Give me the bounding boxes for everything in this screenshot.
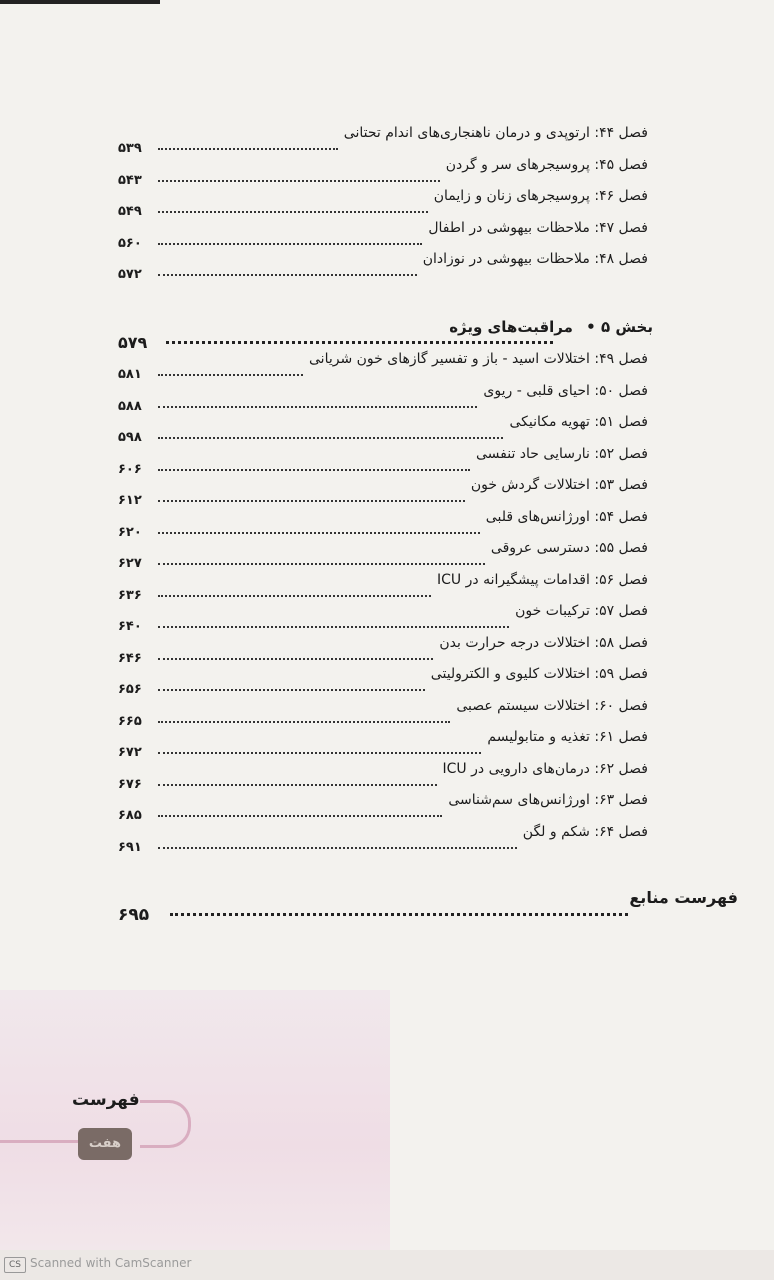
leader-dots [158, 752, 481, 754]
toc-entry-title: فصل ۶۳: اورژانس‌های سم‌شناسی [448, 792, 648, 808]
leader-dots [158, 243, 422, 245]
toc-entry-title: فصل ۵۳: اختلالات گردش خون [470, 477, 648, 493]
toc-entry[interactable] [118, 350, 648, 380]
toc-entry-title: فصل ۴۹: اختلالات اسید - باز و تفسیر گازهای خون شریانی [309, 351, 648, 367]
toc-entry[interactable] [118, 697, 648, 727]
toc-entry-page: ۵۹۸ [118, 430, 142, 445]
toc-entry[interactable] [118, 602, 648, 632]
page-number-badge: هفت [78, 1128, 132, 1160]
toc-entry-title: فصل ۶۴: شکم و لگن [522, 823, 648, 840]
toc-entry[interactable] [118, 413, 648, 443]
toc-entry-title: فصل ۵۷: ترکیبات خون [515, 603, 648, 619]
toc-entry-title: فصل ۵۲: نارسایی حاد تنفسی [475, 445, 648, 462]
toc-entry[interactable] [118, 508, 648, 538]
section-title [449, 318, 653, 336]
toc-entry-page: ۵۴۹ [118, 204, 142, 219]
leader-dots [158, 847, 517, 849]
toc-entry[interactable] [118, 156, 648, 186]
toc-entry-page: ۵۸۱ [118, 367, 142, 382]
toc-entry-page: ۶۹۱ [118, 839, 142, 855]
toc-entry-title: فصل ۵۴: اورژانس‌های قلبی [485, 508, 648, 525]
toc-entry-page: ۶۲۰ [118, 524, 142, 540]
toc-entry[interactable] [118, 539, 648, 569]
toc-entry-page: ۶۷۶ [118, 776, 142, 792]
section-leader-dots [166, 341, 553, 344]
leader-dots [158, 211, 428, 213]
leader-dots [158, 815, 442, 817]
leader-dots [158, 274, 417, 276]
leader-dots [158, 595, 431, 597]
toc-entry-title: فصل ۴۷: ملاحظات بیهوشی در اطفال [428, 219, 648, 236]
toc-entry[interactable] [118, 219, 648, 249]
toc-entry-page: ۵۸۸ [118, 398, 142, 414]
toc-entry-title: فصل ۵۶: اقدامات پیشگیرانه در ICU [437, 571, 648, 588]
toc-entry[interactable] [118, 476, 648, 506]
toc-entry-title: فصل ۵۹: اختلالات کلیوی و الکترولیتی [430, 666, 648, 682]
toc-entry[interactable] [118, 250, 648, 280]
toc-entry[interactable] [118, 760, 648, 790]
leader-dots [158, 406, 477, 408]
toc-entry-title: فصل ۵۱: تهویه مکانیکی [509, 414, 648, 430]
toc-entry-page: ۶۲۷ [118, 556, 142, 571]
toc-entry-title: فصل ۴۴: ارتوپدی و درمان ناهنجاری‌های اندام تحتانی [343, 125, 648, 141]
leader-dots [158, 374, 303, 376]
references-leader-dots [170, 913, 628, 916]
toc-entry-title: فصل ۶۲: درمان‌های دارویی در ICU [442, 760, 648, 777]
leader-dots [158, 469, 470, 471]
toc-entry-title: فصل ۶۱: تغذیه و متابولیسم [487, 729, 648, 745]
toc-entry-title: فصل ۵۸: اختلالات درجه حرارت بدن [439, 634, 648, 651]
toc-entry[interactable] [118, 634, 648, 664]
toc-entry[interactable] [118, 791, 648, 821]
toc-entry-page: ۵۷۲ [118, 267, 142, 282]
decorative-pink-background [0, 990, 390, 1250]
footer-arc [140, 1100, 191, 1148]
toc-entry-page: ۶۸۵ [118, 808, 142, 823]
toc-entry-title: فصل ۴۵: پروسیجرهای سر و گردن [445, 156, 648, 173]
leader-dots [158, 500, 465, 502]
toc-entry-title: فصل ۴۸: ملاحظات بیهوشی در نوزادان [422, 251, 648, 267]
toc-entry-title: فصل ۵۵: دسترسی عروقی [490, 540, 648, 556]
footer-title: فهرست [72, 1090, 140, 1110]
leader-dots [158, 658, 433, 660]
toc-entry[interactable] [118, 571, 648, 601]
leader-dots [158, 689, 425, 691]
section-page-number: ۵۷۹ [118, 333, 148, 352]
references-row[interactable] [118, 888, 738, 925]
toc-entry-page: ۵۳۹ [118, 141, 142, 156]
leader-dots [158, 180, 440, 182]
toc-entry[interactable] [118, 823, 648, 853]
section-name: مراقبت‌های ویژه [449, 318, 573, 336]
leader-dots [158, 437, 503, 439]
toc-entry-page: ۶۱۲ [118, 493, 142, 508]
toc-entry[interactable] [118, 187, 648, 217]
leader-dots [158, 532, 480, 534]
section-label: بخش ۵ • [586, 318, 653, 336]
toc-entry-page: ۶۵۶ [118, 682, 142, 697]
references-title: فهرست منابع [629, 888, 738, 907]
toc-entry[interactable] [118, 665, 648, 695]
toc-entry-page: ۶۰۶ [118, 461, 142, 477]
toc-entry-title: فصل ۵۰: احیای قلبی - ریوی [483, 382, 648, 399]
toc-entry-page: ۵۶۰ [118, 235, 142, 251]
toc-entry[interactable] [118, 382, 648, 412]
toc-entry-title: فصل ۴۶: پروسیجرهای زنان و زایمان [433, 188, 648, 204]
leader-dots [158, 784, 437, 786]
section-5-row[interactable] [118, 318, 653, 352]
toc-entry-page: ۵۴۳ [118, 172, 142, 188]
toc-entry-page: ۶۷۲ [118, 745, 142, 760]
toc-entry[interactable] [118, 445, 648, 475]
scanner-watermark-text: Scanned with CamScanner [30, 1256, 192, 1270]
top-edge-bar [0, 0, 160, 4]
toc-entry-page: ۶۴۰ [118, 619, 142, 634]
toc-entry-page: ۶۶۵ [118, 713, 142, 729]
leader-dots [158, 626, 509, 628]
camscanner-icon: CS [4, 1257, 26, 1273]
leader-dots [158, 721, 450, 723]
leader-dots [158, 563, 485, 565]
references-page-number: ۶۹۵ [118, 905, 150, 925]
toc-entry[interactable] [118, 124, 648, 154]
toc-entry[interactable] [118, 728, 648, 758]
leader-dots [158, 148, 338, 150]
toc-entry-title: فصل ۶۰: اختلالات سیستم عصبی [456, 697, 648, 714]
toc-entry-page: ۶۳۶ [118, 587, 142, 603]
toc-entry-page: ۶۴۶ [118, 650, 142, 666]
